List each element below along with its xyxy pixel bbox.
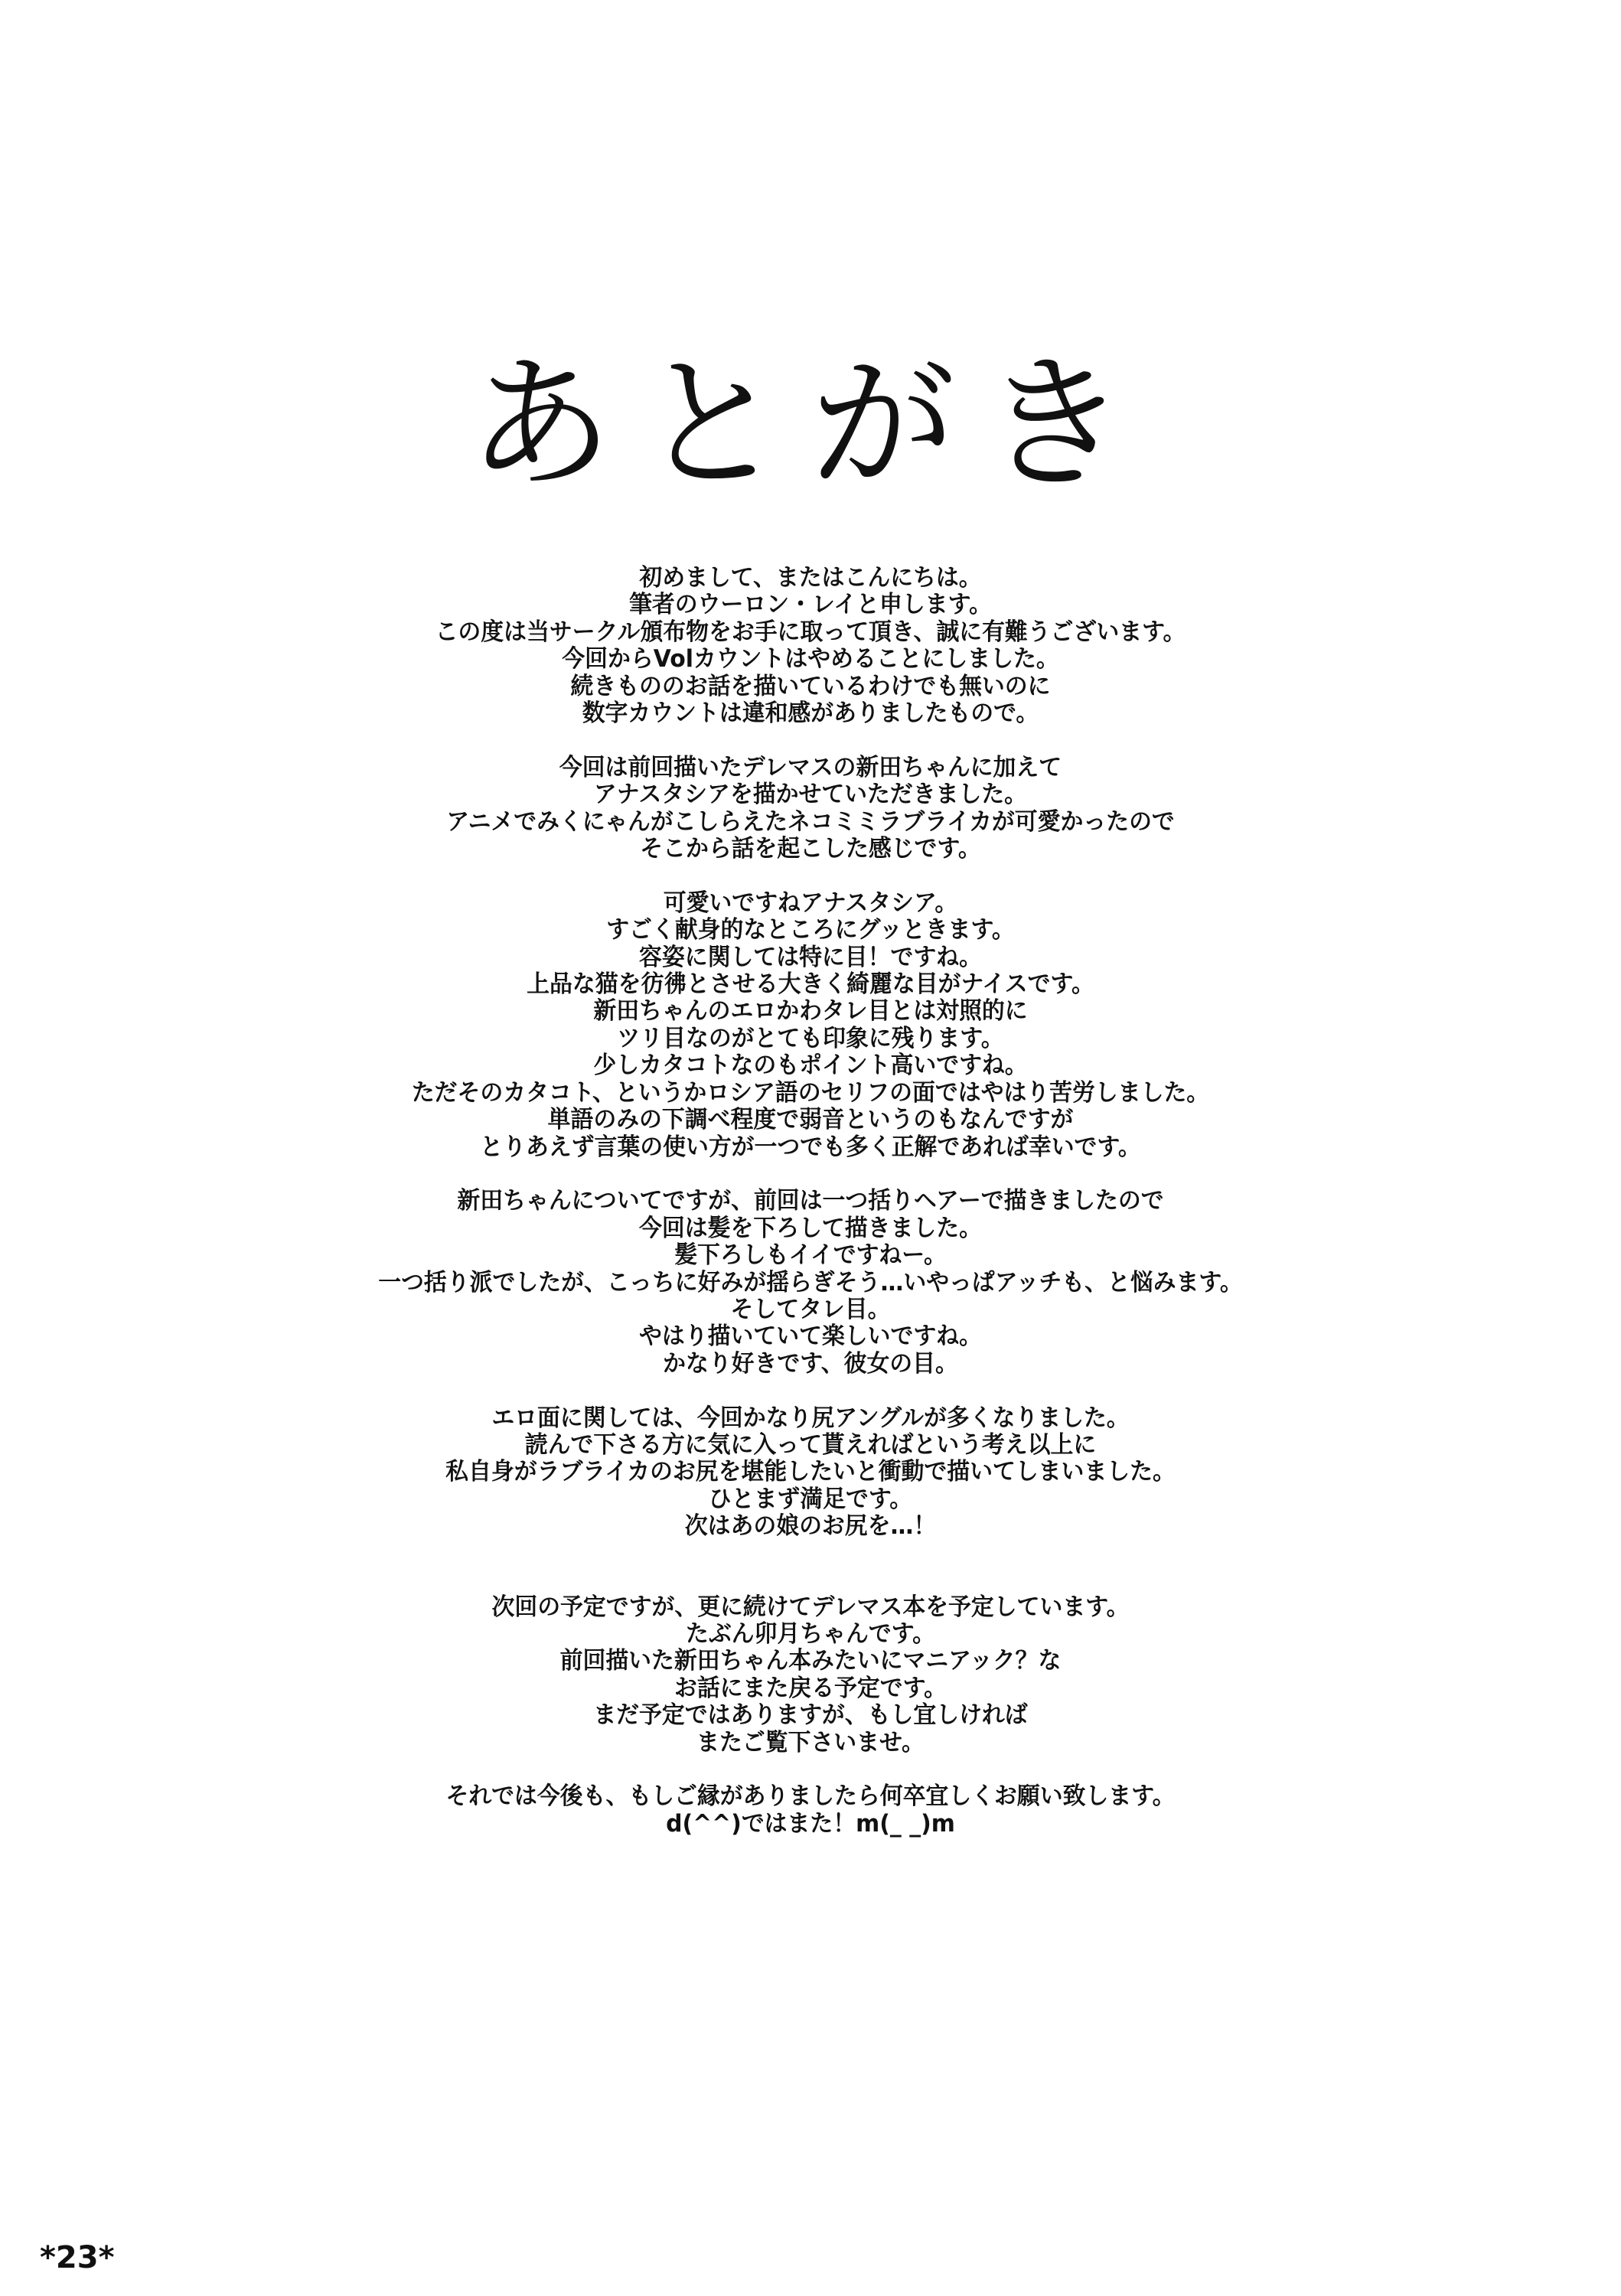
text-line: 前回描いた新田ちゃん本みたいにマニアック？な xyxy=(559,1647,1062,1675)
paragraph-characters xyxy=(0,755,1621,863)
text-line: そこから話を起こした感じです。 xyxy=(640,835,981,863)
paragraph-ero-scenes xyxy=(0,1405,1621,1541)
text-line: 私自身がラブライカのお尻を堪能したいと衝動で描いてしまいました。 xyxy=(445,1458,1176,1486)
text-line: 今回は前回描いたデレマスの新田ちゃんに加えて xyxy=(559,753,1062,781)
text-line: 筆者のウーロン・レイと申します。 xyxy=(629,591,992,619)
text-line: とりあえず言葉の使い方が一つでも多く正解であれば幸いです。 xyxy=(480,1133,1141,1161)
text-line: お話にまた戻る予定です。 xyxy=(674,1674,947,1702)
text-line: ツリ目なのがとても印象に残ります。 xyxy=(617,1024,1004,1052)
text-line: そしてタレ目。 xyxy=(730,1295,891,1323)
text-line: 新田ちゃんのエロかわタレ目とは対照的に xyxy=(593,997,1028,1026)
text-line: 次回の予定ですが、更に続けてデレマス本を予定しています。 xyxy=(491,1593,1130,1621)
text-line: 今回は髪を下ろして描きました。 xyxy=(639,1214,982,1242)
paragraph-next-plan xyxy=(0,1594,1621,1756)
text-line: この度は当サークル頒布物をお手に取って頂き、誠に有難うございます。 xyxy=(435,618,1186,646)
text-line: すごく献身的なところにグッときます。 xyxy=(606,916,1015,944)
text-line: 数字カウントは違和感がありましたもので。 xyxy=(582,700,1039,728)
text-line: ただそのカタコト、というかロシア語のセリフの面ではやはり苦労しました。 xyxy=(411,1078,1210,1107)
text-line: ひとまず満足です。 xyxy=(708,1485,913,1513)
text-line: エロ面に関しては、今回かなり尻アングルが多くなりました。 xyxy=(491,1404,1130,1432)
text-line: 容姿に関しては特に目！ですね。 xyxy=(639,943,982,971)
text-line: 髪下ろしもイイですねー。 xyxy=(674,1241,947,1270)
text-line: たぶん卯月ちゃんです。 xyxy=(685,1619,936,1648)
page-title: あとがき xyxy=(467,340,1153,509)
text-line: 単語のみの下調べ程度で弱音というのもなんですが xyxy=(547,1106,1074,1134)
page-number: *23* xyxy=(40,2240,115,2275)
text-line: 読んで下さる方に気に入って貰えればという考え以上に xyxy=(524,1430,1097,1459)
text-line: 少しカタコトなのもポイント高いですね。 xyxy=(593,1052,1028,1080)
text-line: 一つ括り派でしたが、こっちに好みが揺らぎそう…いやっぱアッチも、と悩みます。 xyxy=(378,1268,1243,1296)
text-line: 続きもののお話を描いているわけでも無いのに xyxy=(570,672,1051,700)
paragraph-anastasia xyxy=(0,890,1621,1161)
text-line: 初めまして、またはこんにちは。 xyxy=(639,564,982,592)
text-line: まだ予定ではありますが、もし宜しければ xyxy=(593,1701,1028,1730)
text-line: 可愛いですねアナスタシア。 xyxy=(663,889,958,917)
afterword-body xyxy=(0,565,1621,1838)
text-line: d(^^)ではまた！m(_ _)m xyxy=(666,1809,955,1838)
text-line: やはり描いていて楽しいですね。 xyxy=(639,1322,982,1351)
text-line: 次はあの娘のお尻を…！ xyxy=(684,1512,937,1541)
text-line: それでは今後も、もしご縁がありましたら何卒宜しくお願い致します。 xyxy=(445,1782,1176,1811)
text-line: またご覧下さいませ。 xyxy=(696,1728,925,1756)
text-line: 上品な猫を彷彿とさせる大きく綺麗な目がナイスです。 xyxy=(527,970,1094,999)
paragraph-closing xyxy=(0,1783,1621,1838)
text-line: 今回からVolカウントはやめることにしました。 xyxy=(562,645,1059,673)
text-line: アナスタシアを描かせていただきました。 xyxy=(593,781,1028,809)
paragraph-greeting xyxy=(0,565,1621,727)
text-line: 新田ちゃんについてですが、前回は一つ括りヘアーで描きましたので xyxy=(457,1187,1164,1215)
text-line: アニメでみくにゃんがこしらえたネコミミラブライカが可愛かったので xyxy=(446,807,1175,836)
text-line: かなり好きです、彼女の目。 xyxy=(663,1349,958,1378)
paragraph-nitta xyxy=(0,1188,1621,1378)
